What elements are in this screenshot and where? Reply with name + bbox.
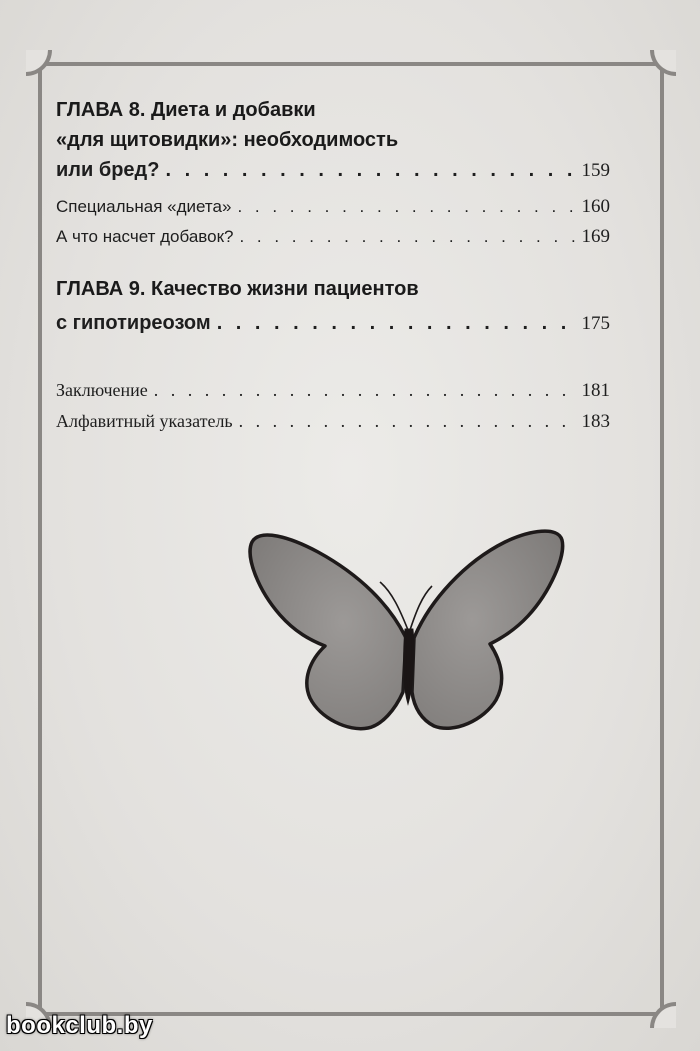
dot-leader <box>237 192 575 222</box>
page-number: 169 <box>581 226 610 247</box>
toc-entry-chapter-8[interactable] <box>56 155 610 186</box>
right-wing <box>412 531 563 728</box>
page-number: 183 <box>581 411 610 432</box>
toc-entry-chapter-9[interactable] <box>56 304 610 343</box>
dot-leader <box>217 304 576 342</box>
chapter-8-heading <box>56 95 610 155</box>
chapter-title-line: «для щитовидки»: необходимость <box>56 129 399 151</box>
toc-entry-supplements[interactable] <box>56 222 610 252</box>
toc-entry-index[interactable] <box>56 406 610 437</box>
dot-leader <box>165 155 575 185</box>
chapter-9-heading <box>56 274 610 304</box>
toc-entry-label: А что насчет добавок? <box>56 227 234 246</box>
butterfly-body <box>405 630 413 700</box>
toc-entry-label: Заключение <box>56 380 148 400</box>
page-number: 159 <box>581 160 610 181</box>
site-watermark: bookclub.by <box>6 1012 153 1039</box>
toc-entry-label: или бред? <box>56 159 160 181</box>
page-number: 175 <box>581 313 610 334</box>
toc-entry-label: с гипотиреозом <box>56 312 211 334</box>
toc-entry-label: Алфавитный указатель <box>56 411 233 431</box>
toc-entry-label: Специальная «диета» <box>56 197 232 216</box>
toc-entry-conclusion[interactable] <box>56 375 610 406</box>
page-number: 160 <box>581 196 610 217</box>
dot-leader <box>239 222 575 252</box>
dot-leader <box>239 406 576 436</box>
table-of-contents <box>56 95 610 437</box>
left-wing <box>250 535 406 729</box>
page-number: 181 <box>581 380 610 401</box>
dot-leader <box>154 375 576 405</box>
chapter-title-line: ГЛАВА 9. Качество жизни пациентов <box>56 278 419 300</box>
butterfly-illustration <box>240 520 570 755</box>
toc-entry-special-diet[interactable] <box>56 192 610 222</box>
chapter-title-line: ГЛАВА 8. Диета и добавки <box>56 99 316 121</box>
